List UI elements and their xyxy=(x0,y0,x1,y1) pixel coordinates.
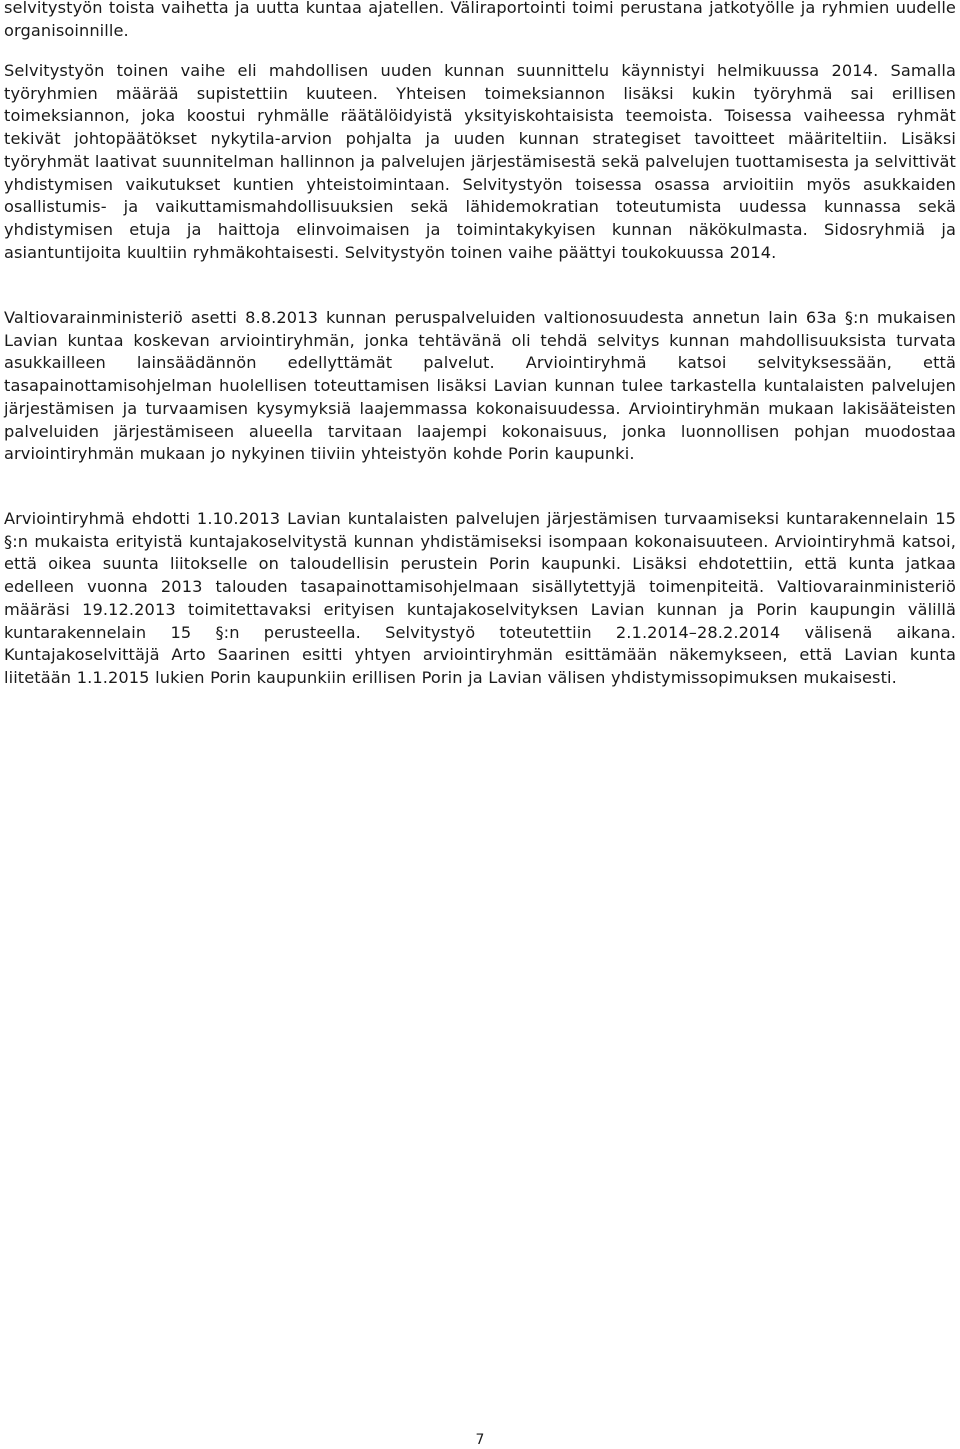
paragraph-evaluation-group: Valtiovarainministeriö asetti 8.8.2013 kunnan peruspalveluiden valtionosuudesta annetun lain 63a §:n mukaisen Lavian kuntaa koskevan arviointiryhmän, jonka tehtävänä oli tehdä selvitys kunnan mahdollisuuksista turvata asukkailleen lainsäädännön edellyttämät palvelut. Arviointiryhmä katsoi selvityksessään, että tasapainottamisohjelman huolellisen toteuttamisen lisäksi Lavian kunnan tulee tarkastella kuntalaisten palvelujen järjestämisen ja turvaamisen kysymyksiä laajemmassa kokonaisuudessa. Arviointiryhmän mukaan lakisääteisten palveluiden järjestämiseen alueella tarvitaan laajempi kokonaisuus, jonka luonnollisen pohjan muodostaa arviointiryhmän mukaan jo nykyinen tiiviin yhteistyön kohde Porin kaupunki. xyxy=(4,308,956,464)
paragraph-second-phase: Selvitystyön toinen vaihe eli mahdollisen uuden kunnan suunnittelu käynnistyi helmikuussa 2014. Samalla työryhmien määrää supistettiin kuuteen. Yhteisen toimeksiannon lisäksi kukin työryhmä sai erillisen toimeksiannon, joka koostui ryhmälle räätälöidyistä yksityiskohtaisista teemoista. Toisessa vaiheessa ryhmät tekivät johtopäätökset nykytila-arvion pohjalta ja uuden kunnan strategiset tavoitteet määriteltiin. Lisäksi työryhmät laativat suunnitelman hallinnon ja palvelujen järjestämisestä sekä palvelujen tuottamisesta ja selvittivät yhdistymisen vaikutukset kuntien yhteistoimintaan. Selvitystyön toisessa osassa arvioitiin myös asukkaiden osallistumis- ja vaikuttamismahdollisuuksien sekä lähidemokratian toteutumista uudessa kunnassa sekä yhdistymisen etuja ja haittoja elinvoimaisen ja toimintakykyisen kunnan näkökulmasta. Sidosryhmiä ja asiantuntijoita kuultiin ryhmäkohtaisesti. Selvitystyön toinen vaihe päättyi toukokuussa 2014. xyxy=(4,61,956,262)
page-number: 7 xyxy=(475,1432,485,1448)
document-page xyxy=(4,0,956,1449)
paragraph-municipal-division-study: Arviointiryhmä ehdotti 1.10.2013 Lavian kuntalaisten palvelujen järjestämisen turvaamiseksi kuntarakennelain 15 §:n mukaista erityistä kuntajakoselvitystä kunnan yhdistämiseksi isompaan kokonaisuuteen. Arviointiryhmä katsoi, että oikea suunta liitokselle on taloudellisin perustein Porin kaupunki. Lisäksi ehdotettiin, että kunta jatkaa edelleen vuonna 2013 talouden tasapainottamisohjelmaan sisällytettyjä toimenpiteitä. Valtiovarainministeriö määräsi 19.12.2013 toimitettavaksi erityisen kuntajakoselvityksen Lavian kunnan ja Porin kaupungin välillä kuntarakennelain 15 §:n perusteella. Selvitystyö toteutettiin 2.1.2014–28.2.2014 välisenä aikana. Kuntajakoselvittäjä Arto Saarinen esitti yhtyen arviointiryhmän esittämään näkemykseen, että Lavian kunta liitetään 1.1.2015 lukien Porin kaupunkiin erillisen Porin ja Lavian välisen yhdistymissopimuksen mukaisesti. xyxy=(4,509,956,687)
paragraph-intro-continuation: selvitystyön toista vaihetta ja uutta kuntaa ajatellen. Väliraportointi toimi perustana jatkotyölle ja ryhmien uudelle organisoinnille. xyxy=(4,0,956,40)
